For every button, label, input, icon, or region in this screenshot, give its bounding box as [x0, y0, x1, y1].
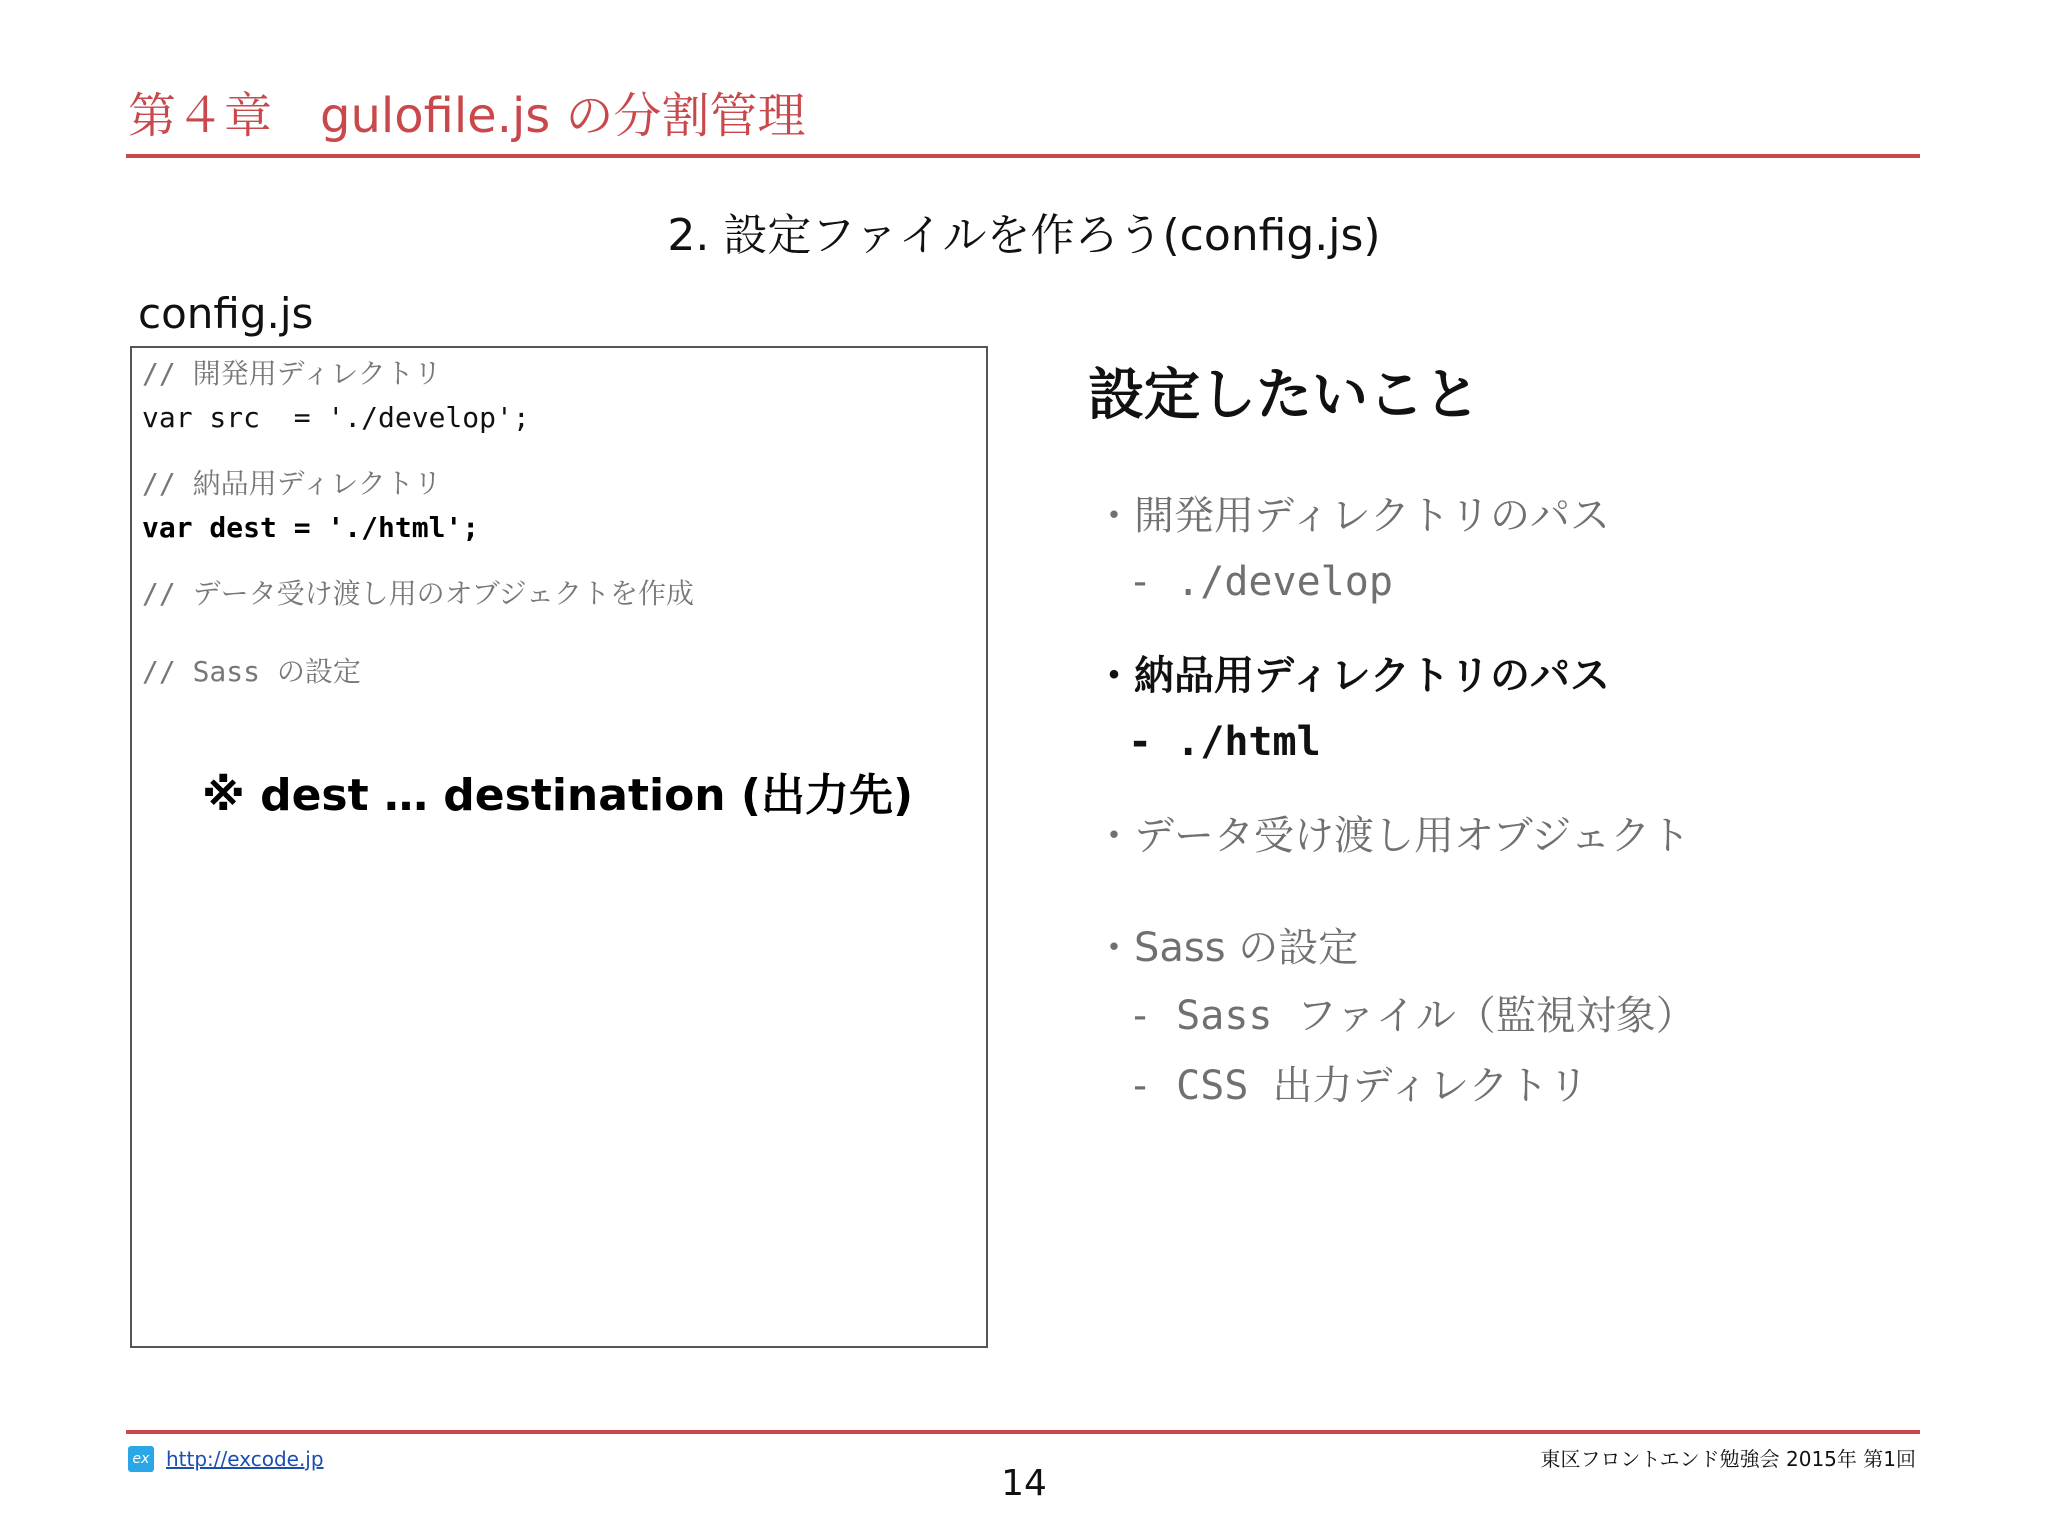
list-item: ・納品用ディレクトリのパス	[1094, 653, 1610, 699]
chapter-title: 第４章 gulofile.js の分割管理	[128, 88, 806, 144]
event-name: 東区フロントエンド勉強会 2015年 第1回	[1540, 1447, 1916, 1471]
page-number: 14	[1001, 1463, 1047, 1504]
excode-logo-icon: ex	[128, 1446, 154, 1472]
file-label: config.js	[138, 289, 314, 338]
code-line: // 納品用ディレクトリ	[142, 467, 442, 500]
list-subitem: - Sass ファイル（監視対象）	[1128, 993, 1696, 1039]
code-line: var dest = './html';	[142, 511, 480, 544]
list-subitem: - CSS 出力ディレクトリ	[1128, 1063, 1589, 1109]
destination-note: ※ dest … destination (出力先)	[202, 770, 914, 821]
code-panel	[130, 346, 988, 1348]
list-subitem: - ./develop	[1128, 559, 1393, 605]
footer-divider	[126, 1430, 1920, 1434]
list-item: ・開発用ディレクトリのパス	[1094, 493, 1610, 539]
code-line: // Sass の設定	[142, 655, 361, 688]
list-item: ・データ受け渡し用オブジェクト	[1094, 813, 1691, 859]
code-line: // データ受け渡し用のオブジェクトを作成	[142, 577, 695, 610]
slide-heading: 2. 設定ファイルを作ろう(config.js)	[667, 210, 1381, 261]
footer-link[interactable]: http://excode.jp	[166, 1447, 324, 1471]
list-item: ・Sass の設定	[1094, 925, 1359, 971]
code-line: // 開発用ディレクトリ	[142, 357, 442, 390]
list-subitem: - ./html	[1128, 719, 1321, 765]
header-divider	[126, 154, 1920, 158]
todo-title: 設定したいこと	[1088, 363, 1480, 428]
code-line: var src = './develop';	[142, 401, 530, 434]
